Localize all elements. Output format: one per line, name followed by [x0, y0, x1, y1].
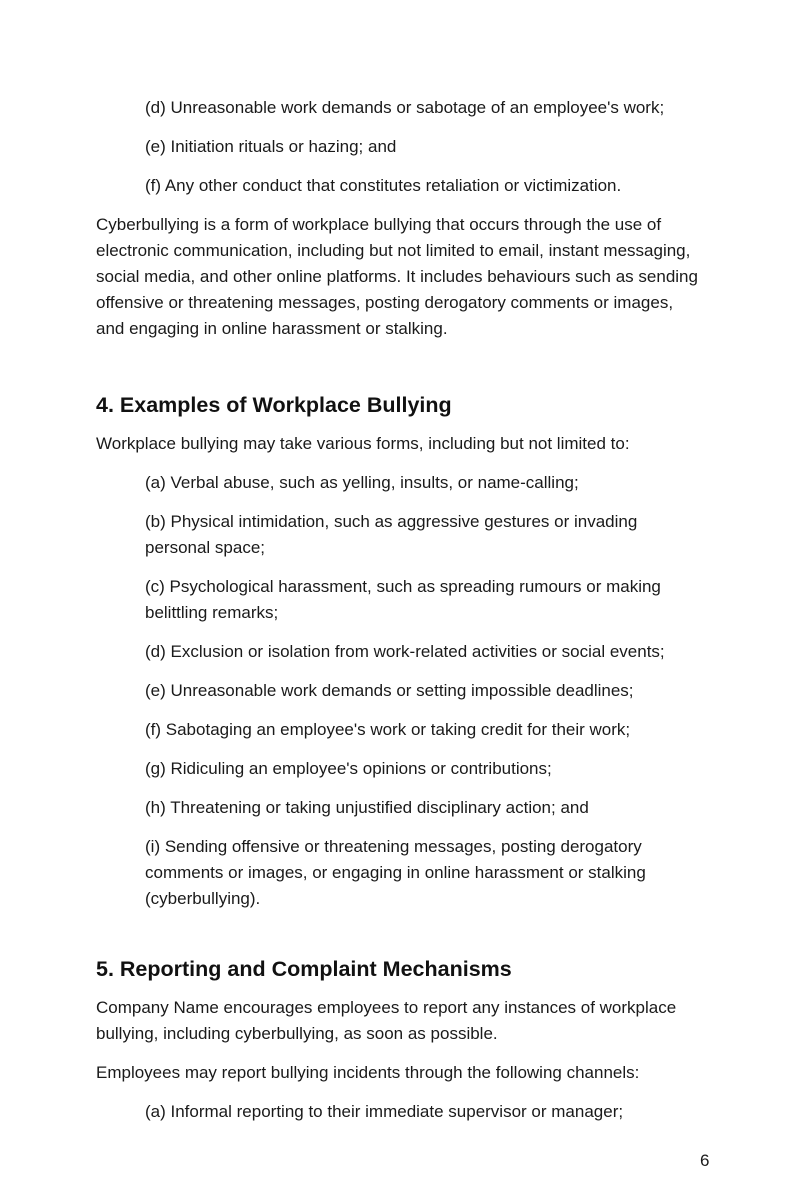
paragraph: Employees may report bullying incidents through the following channels: — [96, 1063, 640, 1082]
list-item: (c) Psychological harassment, such as spreading rumours or making belittling remarks; — [145, 577, 661, 622]
list-item: (e) Initiation rituals or hazing; and — [145, 137, 397, 156]
list-item: (d) Exclusion or isolation from work-related activities or social events; — [145, 642, 665, 661]
paragraph: Workplace bullying may take various forms, including but not limited to: — [96, 434, 630, 453]
section-heading: 4. Examples of Workplace Bullying — [96, 393, 452, 417]
paragraph-cyberbullying: Cyberbullying is a form of workplace bullying that occurs through the use of electronic communication, including but not limited to email, instant messaging, social media, and other online platforms. It includes behaviours such as sending offensive or threatening messages, posting derogatory comments or images, and engaging in online harassment or stalking. — [96, 215, 698, 338]
list-item: (d) Unreasonable work demands or sabotage of an employee's work; — [145, 98, 665, 117]
list-item: (g) Ridiculing an employee's opinions or contributions; — [145, 759, 552, 778]
list-item: (h) Threatening or taking unjustified disciplinary action; and — [145, 798, 589, 817]
list-item: (e) Unreasonable work demands or setting impossible deadlines; — [145, 681, 634, 700]
page-number: 6 — [700, 1151, 710, 1170]
list-item: (b) Physical intimidation, such as aggressive gestures or invading personal space; — [145, 512, 638, 557]
paragraph: Company Name encourages employees to report any instances of workplace bullying, including cyberbullying, as soon as possible. — [96, 998, 677, 1043]
list-item: (a) Verbal abuse, such as yelling, insults, or name-calling; — [145, 473, 579, 492]
list-item: (a) Informal reporting to their immediate supervisor or manager; — [145, 1102, 624, 1121]
list-item: (f) Any other conduct that constitutes retaliation or victimization. — [145, 176, 622, 195]
list-item: (f) Sabotaging an employee's work or taking credit for their work; — [145, 720, 631, 739]
list-item: (i) Sending offensive or threatening messages, posting derogatory comments or images, or engaging in online harassment or stalking (cyberbullying). — [145, 837, 646, 908]
section-heading: 5. Reporting and Complaint Mechanisms — [96, 957, 512, 981]
